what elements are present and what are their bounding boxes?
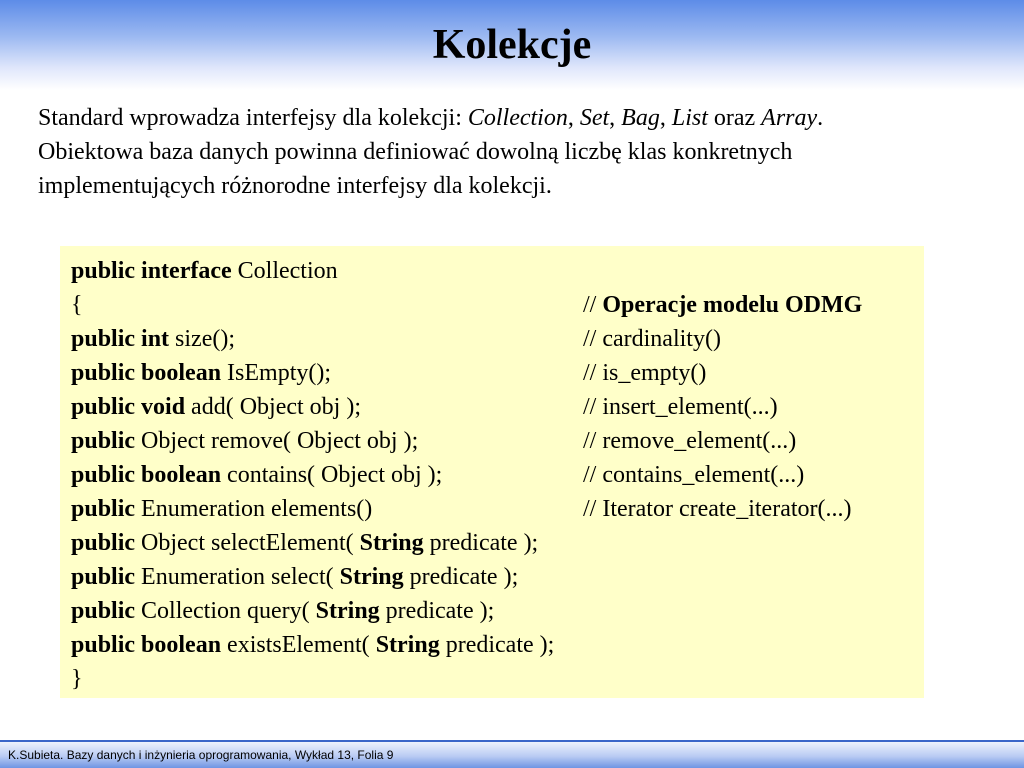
code-text: size();: [169, 326, 236, 352]
intro-line-3: implementujących różnorodne interfejsy dla kolekcji.: [38, 173, 552, 199]
code-text: Collection query(: [135, 598, 316, 624]
keyword: public: [71, 428, 136, 454]
code-text: predicate );: [439, 632, 555, 658]
code-line: [71, 560, 921, 594]
code-text: Enumeration select(: [135, 564, 340, 590]
comment-heading: Operacje modelu ODMG: [602, 292, 863, 318]
code-text: Object remove( Object obj );: [135, 428, 419, 454]
code-line: [71, 356, 921, 390]
keyword: public interface: [71, 258, 232, 284]
code-text: existsElement(: [221, 632, 376, 658]
code-text: predicate );: [379, 598, 495, 624]
code-comment: // Iterator create_iterator(...): [583, 496, 852, 522]
code-line: [71, 322, 921, 356]
code-line: [71, 662, 921, 696]
code-text: predicate );: [403, 564, 519, 590]
code-line: [71, 424, 921, 458]
code-comment: // remove_element(...): [583, 428, 797, 454]
code-line: [71, 594, 921, 628]
code-comment: // insert_element(...): [583, 394, 778, 420]
code-text: {: [71, 292, 83, 318]
code-comment: // is_empty(): [583, 360, 707, 386]
code-line: [71, 288, 921, 322]
separator: ,: [609, 105, 622, 131]
code-text: IsEmpty();: [221, 360, 332, 386]
keyword: String: [375, 632, 440, 658]
keyword: String: [315, 598, 380, 624]
keyword: public: [71, 496, 136, 522]
code-listing: [60, 246, 924, 698]
code-comment: [583, 288, 862, 322]
footer-caption: K.Subieta. Bazy danych i inżynieria oprogramowania, Wykład 13, Folia 9: [8, 748, 394, 762]
code-line: [71, 458, 921, 492]
code-text: predicate );: [423, 530, 539, 556]
separator: ,: [567, 105, 580, 131]
keyword: public boolean: [71, 632, 222, 658]
intro-text: Standard wprowadza interfejsy dla kolekcji:: [38, 105, 468, 131]
keyword: public int: [71, 326, 170, 352]
code-line: [71, 254, 921, 288]
keyword: public boolean: [71, 360, 222, 386]
keyword: public: [71, 564, 136, 590]
term-list: List: [671, 105, 708, 131]
intro-line-2: Obiektowa baza danych powinna definiować dowolną liczbę klas konkretnych: [38, 139, 793, 165]
separator: ,: [659, 105, 672, 131]
code-text: Object selectElement(: [135, 530, 360, 556]
keyword: public: [71, 530, 136, 556]
intro-paragraph: [38, 101, 998, 203]
code-comment: // contains_element(...): [583, 462, 805, 488]
intro-text: oraz: [707, 105, 762, 131]
intro-text: .: [817, 105, 824, 131]
comment-prefix: //: [583, 292, 603, 318]
code-line: [71, 390, 921, 424]
keyword: public boolean: [71, 462, 222, 488]
keyword: public: [71, 598, 136, 624]
code-text: }: [71, 666, 83, 692]
term-collection: Collection: [467, 105, 568, 131]
code-text: Enumeration elements(): [135, 496, 373, 522]
keyword: String: [339, 564, 404, 590]
term-array: Array: [761, 105, 818, 131]
code-line: [71, 628, 921, 662]
code-text: contains( Object obj );: [221, 462, 443, 488]
keyword: public void: [71, 394, 186, 420]
keyword: String: [359, 530, 424, 556]
code-text: Collection: [231, 258, 338, 284]
code-line: [71, 526, 921, 560]
term-set: Set: [579, 105, 610, 131]
code-line: [71, 492, 921, 526]
code-comment: // cardinality(): [583, 326, 721, 352]
slide-title: Kolekcje: [432, 22, 592, 68]
intro-line-1: [38, 101, 998, 135]
term-bag: Bag: [621, 105, 660, 131]
code-text: add( Object obj );: [185, 394, 361, 420]
